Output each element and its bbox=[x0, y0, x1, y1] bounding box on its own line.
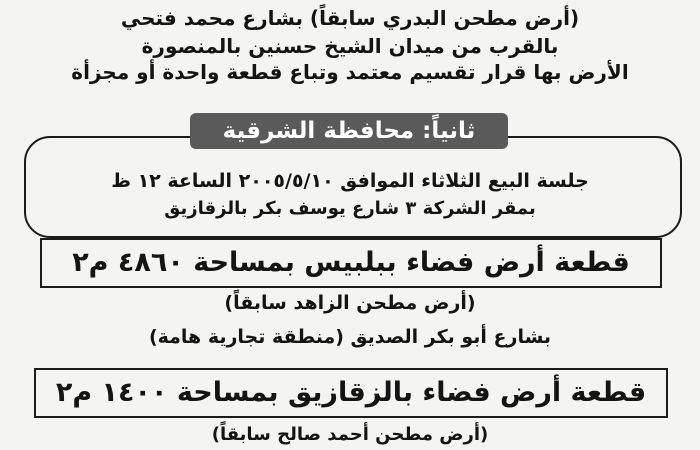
plot-bilbeis-street: بشارع أبو بكر الصديق (منطقة تجارية هامة) bbox=[148, 326, 552, 348]
former-mill-line: (أرض مطحن البدري سابقاً) بشارع محمد فتحي bbox=[120, 6, 580, 30]
plot-zagazig-title: قطعة أرض فضاء بالزقازيق بمساحة ١٤٠٠ م٢ bbox=[34, 368, 668, 418]
sale-venue-line: بمقر الشركة ٣ شارع يوسف بكر بالزقازيق bbox=[164, 198, 536, 219]
sale-session-line: جلسة البيع الثلاثاء الموافق ٢٠٠٥/٥/١٠ الساعة ١٢ ظ bbox=[111, 170, 589, 192]
section-banner: ثانياً: محافظة الشرقية bbox=[190, 113, 508, 149]
plot-zagazig-former: (أرض مطحن أحمد صالح سابقاً) bbox=[211, 424, 489, 445]
location-line: بالقرب من ميدان الشيخ حسنين بالمنصورة bbox=[141, 34, 559, 58]
plot-bilbeis-former: (أرض مطحن الزاهد سابقاً) bbox=[224, 292, 476, 314]
subdivision-note: الأرض بها قرار تقسيم معتمد وتباع قطعة واحدة أو مجزأة bbox=[71, 60, 629, 84]
plot-bilbeis-title: قطعة أرض فضاء ببلبيس بمساحة ٤٨٦٠ م٢ bbox=[40, 238, 662, 288]
